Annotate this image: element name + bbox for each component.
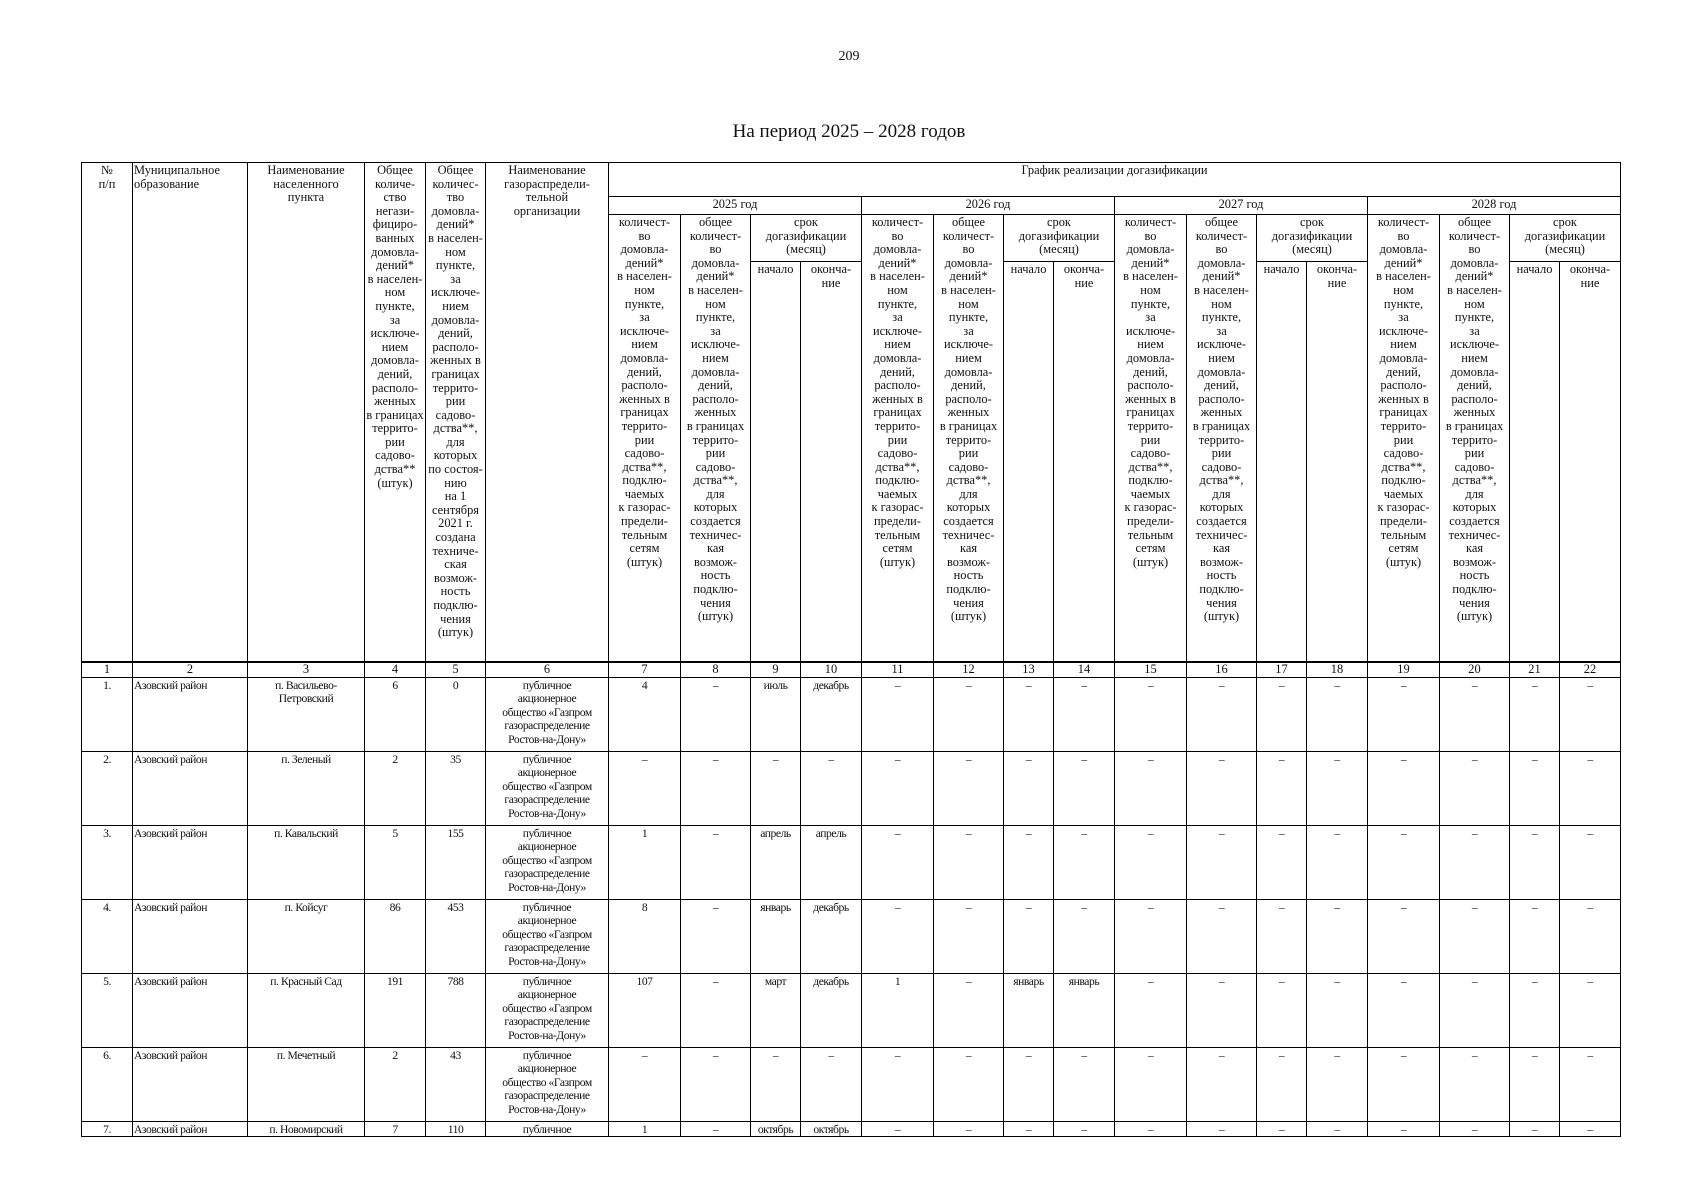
row-schedule-cell: – — [1054, 900, 1115, 974]
header-end-2026: оконча- ние — [1054, 262, 1115, 663]
header-non-gasified-total: Общее количе- ство негази- фициро- ванных домовла- дений* в населен- ном пункте, за исключе- нием домовла- дений, располо- женных в границах террито- рии садово- дства** (штук) — [365, 163, 426, 663]
row-schedule-cell: – — [1307, 974, 1368, 1048]
row-schedule-cell: 4 — [609, 678, 681, 752]
row-schedule-cell: – — [1187, 826, 1257, 900]
header-end-2028: оконча- ние — [1560, 262, 1621, 663]
table-row — [82, 678, 1621, 752]
row-schedule-cell: апрель — [751, 826, 801, 900]
row-schedule-cell: – — [1307, 678, 1368, 752]
table-row — [82, 752, 1621, 826]
row-schedule-cell: – — [934, 1122, 1004, 1137]
row-schedule-cell: – — [1510, 1122, 1560, 1137]
row-schedule-cell: – — [1560, 900, 1621, 974]
row-municipality: Азовский район — [133, 974, 248, 1048]
row-schedule-cell: – — [934, 1048, 1004, 1122]
row-schedule-cell: – — [1510, 752, 1560, 826]
header-year-2027: 2027 год — [1115, 197, 1368, 215]
header-tech-created-count-2026: общее количест- во домовла- дений* в населен- ном пункте, за исключе- нием домовла- дений, располо- женных в границах террито- рии садово- дства**, для которых создается техничес- кая возмож- ность подклю- чения (штук) — [934, 215, 1004, 663]
column-number-21: 21 — [1510, 662, 1560, 678]
row-schedule-cell: октябрь — [751, 1122, 801, 1137]
row-schedule-cell: июль — [751, 678, 801, 752]
page-number: 209 — [838, 49, 860, 64]
row-gas-organization: публичное акционерное общество «Газпром газораспределение Ростов-на-Дону» — [486, 900, 609, 974]
column-number-1: 1 — [82, 662, 133, 678]
row-schedule-cell: апрель — [801, 826, 862, 900]
row-schedule-cell: – — [1307, 826, 1368, 900]
row-schedule-cell: – — [1368, 678, 1440, 752]
header-start-2025: начало — [751, 262, 801, 663]
row-schedule-cell: – — [1307, 900, 1368, 974]
row-non-gasified-total: 7 — [365, 1122, 426, 1137]
row-schedule-cell: – — [1368, 974, 1440, 1048]
row-schedule-cell: – — [1560, 974, 1621, 1048]
row-settlement: п. Мечетный — [248, 1048, 365, 1122]
header-number: № п/п — [82, 163, 133, 663]
header-start-2026: начало — [1004, 262, 1054, 663]
row-number: 7. — [82, 1122, 133, 1137]
row-schedule-cell: – — [1440, 678, 1510, 752]
column-number-22: 22 — [1560, 662, 1621, 678]
row-number: 6. — [82, 1048, 133, 1122]
column-number-10: 10 — [801, 662, 862, 678]
row-schedule-cell: – — [1257, 1122, 1307, 1137]
row-tech-possibility-total: 35 — [426, 752, 486, 826]
header-settlement: Наименование населенного пункта — [248, 163, 365, 663]
row-schedule-cell: – — [1560, 826, 1621, 900]
row-schedule-cell: – — [934, 826, 1004, 900]
row-schedule-cell: – — [1115, 1048, 1187, 1122]
column-number-15: 15 — [1115, 662, 1187, 678]
row-schedule-cell: – — [1187, 1048, 1257, 1122]
row-schedule-cell: – — [681, 678, 751, 752]
row-schedule-cell: – — [681, 1122, 751, 1137]
row-schedule-cell: – — [1187, 678, 1257, 752]
row-schedule-cell: – — [1368, 900, 1440, 974]
column-number-17: 17 — [1257, 662, 1307, 678]
row-schedule-cell: – — [1257, 900, 1307, 974]
header-municipality: Муниципальное образование — [133, 163, 248, 663]
row-schedule-cell: – — [609, 1048, 681, 1122]
row-schedule-cell: – — [1440, 1048, 1510, 1122]
header-schedule: График реализации догазификации — [609, 163, 1621, 197]
header-gas-organization: Наименование газораспредели- тельной организации — [486, 163, 609, 663]
row-non-gasified-total: 6 — [365, 678, 426, 752]
row-schedule-cell: декабрь — [801, 900, 862, 974]
row-schedule-cell: декабрь — [801, 678, 862, 752]
dogasification-table-wrapper — [81, 162, 1621, 1137]
period-title: На период 2025 – 2028 годов — [732, 121, 966, 142]
column-number-8: 8 — [681, 662, 751, 678]
row-schedule-cell: – — [1440, 900, 1510, 974]
header-year-2028: 2028 год — [1368, 197, 1621, 215]
row-schedule-cell: – — [1368, 826, 1440, 900]
row-schedule-cell: – — [1368, 1048, 1440, 1122]
row-schedule-cell: – — [1054, 1122, 1115, 1137]
row-schedule-cell: – — [1560, 752, 1621, 826]
header-year-2025: 2025 год — [609, 197, 862, 215]
row-schedule-cell: 1 — [609, 826, 681, 900]
row-schedule-cell: – — [1510, 974, 1560, 1048]
row-schedule-cell: – — [1054, 1048, 1115, 1122]
row-schedule-cell: – — [1004, 826, 1054, 900]
row-schedule-cell: январь — [751, 900, 801, 974]
header-year-2026: 2026 год — [862, 197, 1115, 215]
column-number-11: 11 — [862, 662, 934, 678]
header-connected-count-2026: количест- во домовла- дений* в населен- ном пункте, за исключе- нием домовла- дений, располо- женных в границах террито- рии садово- дства**, подклю- чаемых к газорас- предели- тельным сетям (штук) — [862, 215, 934, 663]
row-number: 5. — [82, 974, 133, 1048]
row-schedule-cell: – — [1004, 1122, 1054, 1137]
row-gas-organization: публичное — [486, 1122, 609, 1137]
row-municipality: Азовский район — [133, 752, 248, 826]
row-schedule-cell: – — [681, 974, 751, 1048]
row-schedule-cell: – — [1510, 1048, 1560, 1122]
row-municipality: Азовский район — [133, 826, 248, 900]
row-schedule-cell: – — [1560, 678, 1621, 752]
row-schedule-cell: – — [1440, 974, 1510, 1048]
row-schedule-cell: – — [1440, 752, 1510, 826]
row-gas-organization: публичное акционерное общество «Газпром газораспределение Ростов-на-Дону» — [486, 974, 609, 1048]
row-non-gasified-total: 5 — [365, 826, 426, 900]
row-schedule-cell: – — [934, 678, 1004, 752]
row-non-gasified-total: 86 — [365, 900, 426, 974]
row-schedule-cell: март — [751, 974, 801, 1048]
column-number-18: 18 — [1307, 662, 1368, 678]
row-schedule-cell: – — [1004, 678, 1054, 752]
row-schedule-cell: – — [1560, 1122, 1621, 1137]
row-schedule-cell: – — [1257, 678, 1307, 752]
row-settlement: п. Кавальский — [248, 826, 365, 900]
row-number: 3. — [82, 826, 133, 900]
row-schedule-cell: январь — [1054, 974, 1115, 1048]
header-connected-count-2027: количест- во домовла- дений* в населен- ном пункте, за исключе- нием домовла- дений, располо- женных в границах террито- рии садово- дства**, подклю- чаемых к газорас- предели- тельным сетям (штук) — [1115, 215, 1187, 663]
row-schedule-cell: – — [1115, 752, 1187, 826]
row-schedule-cell: – — [1115, 900, 1187, 974]
row-settlement: п. Койсуг — [248, 900, 365, 974]
row-schedule-cell: – — [1510, 826, 1560, 900]
row-schedule-cell: – — [862, 1048, 934, 1122]
row-settlement: п. Новомирский — [248, 1122, 365, 1137]
row-number: 1. — [82, 678, 133, 752]
row-schedule-cell: – — [1187, 1122, 1257, 1137]
row-schedule-cell: – — [1257, 1048, 1307, 1122]
row-schedule-cell: – — [1368, 1122, 1440, 1137]
row-schedule-cell: – — [1054, 752, 1115, 826]
row-schedule-cell: – — [862, 1122, 934, 1137]
row-schedule-cell: – — [681, 752, 751, 826]
row-municipality: Азовский район — [133, 1048, 248, 1122]
column-number-19: 19 — [1368, 662, 1440, 678]
row-schedule-cell: – — [681, 1048, 751, 1122]
row-settlement: п. Васильево- Петровский — [248, 678, 365, 752]
header-tech-possibility-total: Общее количес- тво домовла- дений* в населен- ном пункте, за исключе- нием домовла- дений, располо- женных в границах террито- рии садово- дства**, для которых по состоя- нию на 1 сентября 2021 г. создана техниче- ская возмож- ность подклю- чения (штук) — [426, 163, 486, 663]
column-number-9: 9 — [751, 662, 801, 678]
row-schedule-cell: – — [1187, 974, 1257, 1048]
row-tech-possibility-total: 43 — [426, 1048, 486, 1122]
column-number-6: 6 — [486, 662, 609, 678]
row-settlement: п. Зеленый — [248, 752, 365, 826]
column-number-7: 7 — [609, 662, 681, 678]
row-schedule-cell: – — [862, 678, 934, 752]
row-gas-organization: публичное акционерное общество «Газпром газораспределение Ростов-на-Дону» — [486, 752, 609, 826]
row-tech-possibility-total: 788 — [426, 974, 486, 1048]
table-row — [82, 1048, 1621, 1122]
column-number-12: 12 — [934, 662, 1004, 678]
table-row — [82, 1122, 1621, 1137]
row-number: 2. — [82, 752, 133, 826]
row-tech-possibility-total: 155 — [426, 826, 486, 900]
header-end-2025: оконча- ние — [801, 262, 862, 663]
row-schedule-cell: – — [862, 900, 934, 974]
row-municipality: Азовский район — [133, 900, 248, 974]
row-schedule-cell: – — [801, 1048, 862, 1122]
row-schedule-cell: – — [751, 1048, 801, 1122]
header-connected-count-2025: количест- во домовла- дений* в населен- ном пункте, за исключе- нием домовла- дений, располо- женных в границах террито- рии садово- дства**, подклю- чаемых к газорас- предели- тельным сетям (штук) — [609, 215, 681, 663]
row-schedule-cell: – — [1054, 826, 1115, 900]
row-schedule-cell: – — [1257, 826, 1307, 900]
row-non-gasified-total: 2 — [365, 752, 426, 826]
row-schedule-cell: – — [1187, 752, 1257, 826]
table-row — [82, 974, 1621, 1048]
header-start-2028: начало — [1510, 262, 1560, 663]
column-numbers-row — [82, 662, 1621, 678]
row-schedule-cell: – — [1004, 900, 1054, 974]
row-schedule-cell: – — [862, 752, 934, 826]
row-schedule-cell: – — [1115, 1122, 1187, 1137]
row-tech-possibility-total: 0 — [426, 678, 486, 752]
row-schedule-cell: январь — [1004, 974, 1054, 1048]
row-gas-organization: публичное акционерное общество «Газпром газораспределение Ростов-на-Дону» — [486, 1048, 609, 1122]
table-row — [82, 826, 1621, 900]
header-term-2025: срок догазификации (месяц) — [751, 215, 862, 262]
row-schedule-cell: – — [1510, 678, 1560, 752]
column-number-20: 20 — [1440, 662, 1510, 678]
row-schedule-cell: – — [1004, 1048, 1054, 1122]
row-schedule-cell: – — [934, 974, 1004, 1048]
column-number-5: 5 — [426, 662, 486, 678]
row-settlement: п. Красный Сад — [248, 974, 365, 1048]
row-schedule-cell: – — [862, 826, 934, 900]
row-schedule-cell: – — [1115, 678, 1187, 752]
row-schedule-cell: – — [1257, 974, 1307, 1048]
header-term-2027: срок догазификации (месяц) — [1257, 215, 1368, 262]
row-schedule-cell: – — [609, 752, 681, 826]
row-gas-organization: публичное акционерное общество «Газпром газораспределение Ростов-на-Дону» — [486, 678, 609, 752]
header-end-2027: оконча- ние — [1307, 262, 1368, 663]
row-schedule-cell: – — [934, 752, 1004, 826]
row-non-gasified-total: 191 — [365, 974, 426, 1048]
row-schedule-cell: 1 — [609, 1122, 681, 1137]
header-connected-count-2028: количест- во домовла- дений* в населен- ном пункте, за исключе- нием домовла- дений, располо- женных в границах террито- рии садово- дства**, подклю- чаемых к газорас- предели- тельным сетям (штук) — [1368, 215, 1440, 663]
row-schedule-cell: – — [1054, 678, 1115, 752]
row-schedule-cell: – — [681, 900, 751, 974]
column-number-2: 2 — [133, 662, 248, 678]
table-row — [82, 900, 1621, 974]
row-schedule-cell: 1 — [862, 974, 934, 1048]
row-tech-possibility-total: 453 — [426, 900, 486, 974]
row-schedule-cell: октябрь — [801, 1122, 862, 1137]
row-municipality: Азовский район — [133, 1122, 248, 1137]
header-tech-created-count-2025: общее количест- во домовла- дений* в населен- ном пункте, за исключе- нием домовла- дений, располо- женных в границах террито- рии садово- дства**, для которых создается техничес- кая возмож- ность подклю- чения (штук) — [681, 215, 751, 663]
row-schedule-cell: – — [1440, 1122, 1510, 1137]
dogasification-schedule-table — [81, 162, 1621, 1137]
header-start-2027: начало — [1257, 262, 1307, 663]
row-schedule-cell: – — [1004, 752, 1054, 826]
row-schedule-cell: – — [681, 826, 751, 900]
table-header — [82, 163, 1621, 663]
header-tech-created-count-2028: общее количест- во домовла- дений* в населен- ном пункте, за исключе- нием домовла- дений, располо- женных в границах террито- рии садово- дства**, для которых создается техничес- кая возмож- ность подклю- чения (штук) — [1440, 215, 1510, 663]
row-municipality: Азовский район — [133, 678, 248, 752]
header-tech-created-count-2027: общее количест- во домовла- дений* в населен- ном пункте, за исключе- нием домовла- дений, располо- женных в границах террито- рии садово- дства**, для которых создается техничес- кая возмож- ность подклю- чения (штук) — [1187, 215, 1257, 663]
row-schedule-cell: 107 — [609, 974, 681, 1048]
row-schedule-cell: 8 — [609, 900, 681, 974]
column-number-3: 3 — [248, 662, 365, 678]
row-schedule-cell: – — [1440, 826, 1510, 900]
row-schedule-cell: – — [1510, 900, 1560, 974]
column-number-13: 13 — [1004, 662, 1054, 678]
row-schedule-cell: декабрь — [801, 974, 862, 1048]
row-schedule-cell: – — [1115, 826, 1187, 900]
row-schedule-cell: – — [1307, 752, 1368, 826]
row-schedule-cell: – — [801, 752, 862, 826]
row-number: 4. — [82, 900, 133, 974]
column-number-16: 16 — [1187, 662, 1257, 678]
header-term-2028: срок догазификации (месяц) — [1510, 215, 1621, 262]
row-tech-possibility-total: 110 — [426, 1122, 486, 1137]
table-body — [82, 662, 1621, 1137]
row-schedule-cell: – — [1115, 974, 1187, 1048]
row-gas-organization: публичное акционерное общество «Газпром газораспределение Ростов-на-Дону» — [486, 826, 609, 900]
row-schedule-cell: – — [1307, 1122, 1368, 1137]
row-schedule-cell: – — [934, 900, 1004, 974]
row-schedule-cell: – — [1257, 752, 1307, 826]
row-non-gasified-total: 2 — [365, 1048, 426, 1122]
row-schedule-cell: – — [1368, 752, 1440, 826]
row-schedule-cell: – — [1560, 1048, 1621, 1122]
row-schedule-cell: – — [1307, 1048, 1368, 1122]
row-schedule-cell: – — [751, 752, 801, 826]
column-number-4: 4 — [365, 662, 426, 678]
row-schedule-cell: – — [1187, 900, 1257, 974]
column-number-14: 14 — [1054, 662, 1115, 678]
header-term-2026: срок догазификации (месяц) — [1004, 215, 1115, 262]
